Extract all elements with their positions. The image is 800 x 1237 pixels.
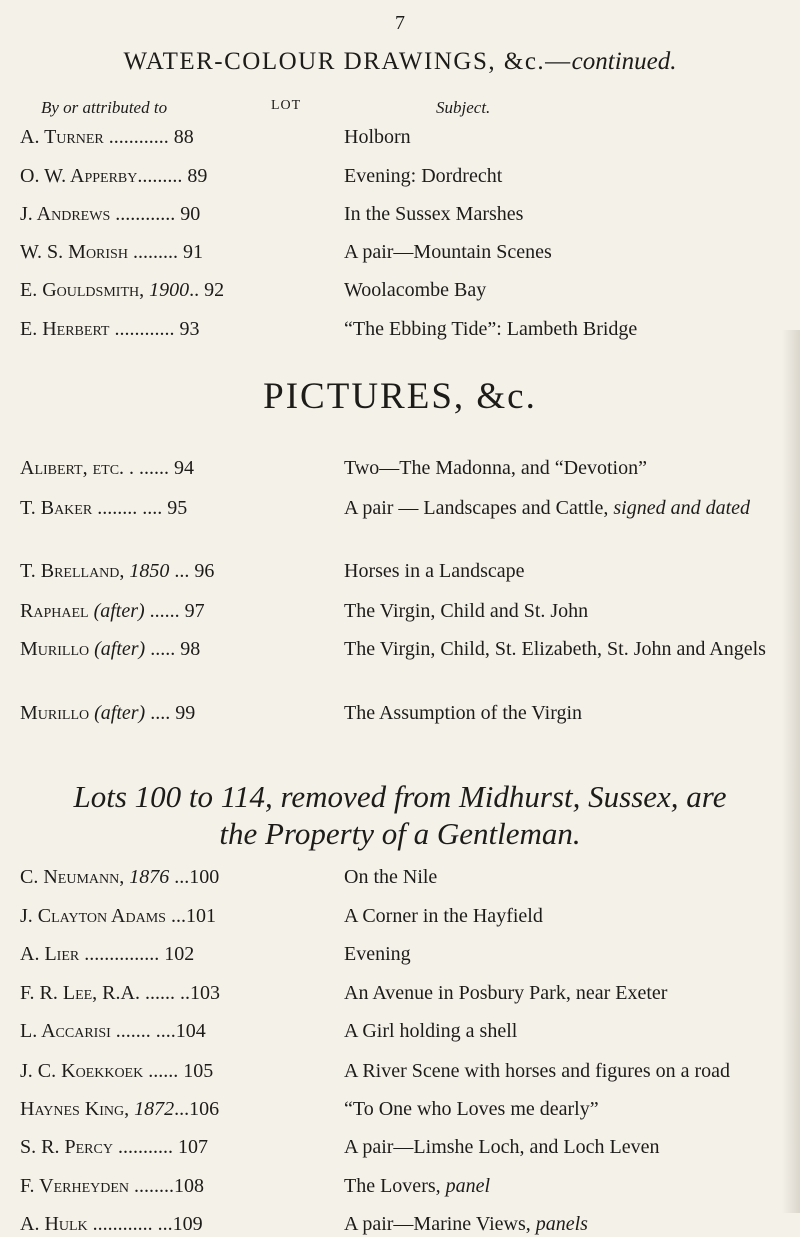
subject-text: An Avenue in Posbury Park, near Exeter: [344, 982, 668, 1004]
entry-artist: [20, 1096, 320, 1122]
subject-text: The Assumption of the Virgin: [344, 702, 583, 724]
artist-name: T. Baker: [20, 497, 93, 519]
entry-artist: [20, 980, 320, 1006]
entry-artist: [20, 558, 320, 584]
entry-artist: [20, 316, 320, 342]
artist-date: 1872: [129, 1098, 175, 1120]
subject-text: Evening: Dordrecht: [344, 165, 503, 187]
lot-number: 93: [179, 318, 200, 340]
entry-artist: [20, 455, 320, 481]
artist-name: A. Lier: [20, 943, 80, 965]
running-head: [0, 48, 800, 76]
entry-artist: [20, 239, 320, 265]
entry-subject: [344, 1058, 784, 1084]
entry-subject: [344, 636, 784, 662]
entry-subject: [344, 864, 784, 890]
subject-text: Woolacombe Bay: [344, 279, 487, 301]
artist-name: T. Brelland,: [20, 560, 125, 582]
entry-artist: [20, 941, 320, 967]
entry-artist: [20, 598, 320, 624]
entry-artist: [20, 700, 320, 726]
dot-leader: ........ ....: [92, 497, 168, 519]
column-head-subject: Subject.: [436, 98, 491, 117]
artist-name: C. Neumann,: [20, 866, 125, 888]
running-head-continued: continued.: [571, 48, 677, 75]
dot-leader: .........: [137, 165, 188, 187]
dot-leader: ...: [174, 1098, 190, 1120]
subject-text: A pair—Marine Views,: [344, 1213, 531, 1235]
entry-subject: [344, 163, 784, 189]
entry-artist: [20, 124, 320, 150]
entry-subject: [344, 1173, 784, 1199]
attribution-qualifier: (after): [89, 638, 146, 660]
artist-name: E. Herbert: [20, 318, 110, 340]
artist-name: W. S. Morish: [20, 241, 128, 263]
subject-text: A pair—Mountain Scenes: [344, 241, 552, 263]
dot-leader: ............: [110, 203, 181, 225]
entry-artist: [20, 1173, 320, 1199]
page-number: 7: [395, 12, 405, 34]
lot-number: 101: [185, 905, 216, 927]
subject-text: The Virgin, Child and St. John: [344, 600, 589, 622]
subject-text: Evening: [344, 943, 411, 965]
dot-leader: ..: [189, 279, 205, 301]
lots-provenance-note: Lots 100 to 114, removed from Midhurst, Sussex, are the Property of a Gentleman.: [73, 779, 727, 851]
entry-subject: [344, 124, 784, 150]
attribution-qualifier: (after): [88, 600, 145, 622]
page-edge-shadow: [782, 330, 800, 1213]
subject-text: The Virgin, Child, St. Elizabeth, St. John and Angels: [344, 638, 766, 660]
lot-number: 97: [184, 600, 205, 622]
subject-text: A pair — Landscapes and Cattle,: [344, 497, 609, 519]
lot-number: 103: [189, 982, 220, 1004]
entry-artist: [20, 201, 320, 227]
lot-number: 109: [172, 1213, 203, 1235]
artist-name: Murillo: [20, 702, 90, 724]
subject-text: Horses in a Landscape: [344, 560, 525, 582]
artist-name: J. C. Koekkoek: [20, 1060, 144, 1082]
dot-leader: ....: [145, 702, 176, 724]
lot-number: 92: [204, 279, 225, 301]
pictures-heading: PICTURES, &c.: [263, 376, 537, 417]
dot-leader: .........: [127, 241, 183, 263]
subject-text: “To One who Loves me dearly”: [344, 1098, 599, 1120]
lot-number: 90: [180, 203, 201, 225]
lot-number: 94: [174, 457, 195, 479]
lot-number: 107: [177, 1136, 208, 1158]
entry-subject: [344, 495, 784, 521]
dot-leader: ............ ...: [87, 1213, 173, 1235]
subject-text: Holborn: [344, 126, 411, 148]
lot-number: 89: [187, 165, 208, 187]
entry-artist: [20, 903, 320, 929]
entry-artist: [20, 277, 320, 303]
lot-number: 106: [189, 1098, 220, 1120]
subject-text: A River Scene with horses and figures on a road: [344, 1060, 731, 1082]
entry-artist: [20, 1211, 320, 1237]
artist-name: J. Clayton Adams: [20, 905, 166, 927]
entry-subject: [344, 980, 784, 1006]
lot-number: 100: [189, 866, 220, 888]
dot-leader: ...........: [112, 1136, 178, 1158]
entry-subject: [344, 558, 784, 584]
entry-subject: [344, 239, 784, 265]
entry-subject: [344, 700, 784, 726]
entry-subject: [344, 1211, 784, 1237]
subject-text: Two—The Madonna, and “Devotion”: [344, 457, 647, 479]
lot-number: 98: [180, 638, 201, 660]
subject-text: In the Sussex Marshes: [344, 203, 524, 225]
dot-leader: ....... ....: [110, 1020, 176, 1042]
dot-leader: ......: [144, 600, 185, 622]
entry-artist: [20, 1134, 320, 1160]
entry-subject: [344, 1018, 784, 1044]
attribution-qualifier: (after): [89, 702, 146, 724]
entry-subject: [344, 598, 784, 624]
column-head-artist: By or attributed to: [41, 98, 168, 117]
artist-name: Alibert, etc.: [20, 457, 125, 479]
dot-leader: ...: [169, 560, 195, 582]
lot-number: 95: [167, 497, 188, 519]
entry-artist: [20, 1058, 320, 1084]
subject-text: A Corner in the Hayfield: [344, 905, 543, 927]
column-head-lot: LOT: [271, 98, 302, 113]
lot-number: 91: [182, 241, 203, 263]
entry-artist: [20, 163, 320, 189]
artist-name: Haynes King,: [20, 1098, 130, 1120]
artist-name: F. R. Lee, R.A.: [20, 982, 140, 1004]
artist-name: J. Andrews: [20, 203, 111, 225]
subject-text: The Lovers,: [344, 1175, 441, 1197]
entry-subject: [344, 903, 784, 929]
entry-subject: [344, 455, 784, 481]
entry-subject: [344, 941, 784, 967]
dot-leader: ...... ..: [139, 982, 190, 1004]
subject-note: signed and dated: [608, 497, 751, 519]
entry-artist: [20, 495, 320, 521]
dot-leader: . ......: [124, 457, 175, 479]
artist-name: O. W. Apperby: [20, 165, 138, 187]
dot-leader: ...: [165, 905, 186, 927]
lot-number: 99: [175, 702, 196, 724]
lot-number: 96: [194, 560, 215, 582]
dot-leader: ........: [129, 1175, 175, 1197]
lot-number: 88: [173, 126, 194, 148]
subject-note: panel: [440, 1175, 491, 1197]
dot-leader: ............: [103, 126, 174, 148]
entry-artist: [20, 864, 320, 890]
artist-name: Raphael: [20, 600, 89, 622]
entry-subject: [344, 201, 784, 227]
artist-date: 1900: [144, 279, 190, 301]
lot-number: 104: [175, 1020, 206, 1042]
subject-text: A Girl holding a shell: [344, 1020, 518, 1042]
artist-date: 1850: [124, 560, 170, 582]
artist-name: A. Hulk: [20, 1213, 88, 1235]
subject-note: panels: [530, 1213, 588, 1235]
artist-name: E. Gouldsmith,: [20, 279, 145, 301]
subject-text: “The Ebbing Tide”: Lambeth Bridge: [344, 318, 638, 340]
dot-leader: .....: [145, 638, 181, 660]
lot-number: 105: [183, 1060, 214, 1082]
lot-number: 102: [164, 943, 195, 965]
artist-date: 1876: [124, 866, 170, 888]
dot-leader: ......: [143, 1060, 184, 1082]
artist-name: S. R. Percy: [20, 1136, 113, 1158]
entry-subject: [344, 1096, 784, 1122]
dot-leader: ............: [109, 318, 180, 340]
entry-subject: [344, 316, 784, 342]
running-head-title: WATER-COLOUR DRAWINGS, &c.—: [123, 48, 572, 75]
subject-text: A pair—Limshe Loch, and Loch Leven: [344, 1136, 660, 1158]
dot-leader: ...: [169, 866, 190, 888]
artist-name: L. Accarisi: [20, 1020, 111, 1042]
entry-artist: [20, 636, 320, 662]
entry-subject: [344, 277, 784, 303]
artist-name: A. Turner: [20, 126, 104, 148]
subject-text: On the Nile: [344, 866, 438, 888]
entry-artist: [20, 1018, 320, 1044]
entry-subject: [344, 1134, 784, 1160]
artist-name: F. Verheyden: [20, 1175, 130, 1197]
dot-leader: ...............: [79, 943, 165, 965]
artist-name: Murillo: [20, 638, 90, 660]
lot-number: 108: [174, 1175, 205, 1197]
